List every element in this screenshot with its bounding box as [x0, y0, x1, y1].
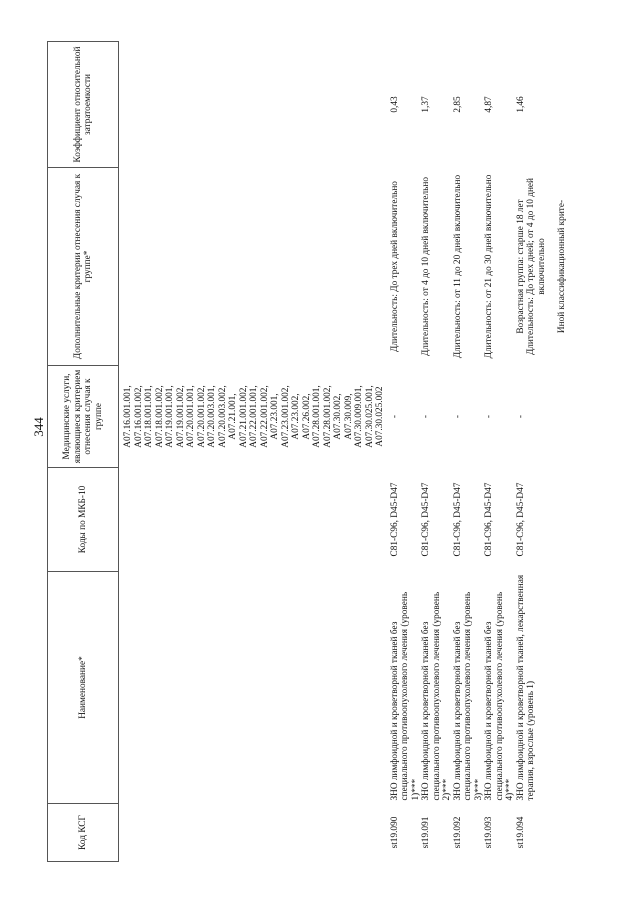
group-name: ЗНО лимфоидной и кроветворной тканей без специального противоопухолевого лечения (уровень 1)***	[389, 591, 421, 801]
table-row	[421, 42, 453, 862]
service-code: A07.30.025.001,	[364, 385, 375, 448]
ksg-code: st19.094	[515, 816, 526, 849]
mkb-codes: C81-C96, D45-D47	[515, 482, 526, 557]
service-code: A07.28.001.002,	[322, 385, 333, 448]
criteria: Длительность: До трех дней включительно	[389, 181, 400, 352]
table-row	[516, 42, 568, 862]
service-code: A07.30.002,	[333, 393, 343, 440]
group-name: ЗНО лимфоидной и кроветворной тканей без специального противоопухолевого лечения (уровень 4)***	[484, 591, 515, 801]
criteria: Длительность: от 4 до 10 дней включительно	[421, 176, 431, 357]
group-name: ЗНО лимфоидной и кроветворной тканей без специального противоопухолевого лечения (уровень 3)***	[452, 591, 484, 801]
group-name: ЗНО лимфоидной и кроветворной тканей, лекарственная терапия, взрослые (уровень 1)	[515, 574, 536, 801]
coefficient: 2,85	[452, 96, 463, 113]
service-code: A07.18.001.002,	[154, 385, 165, 448]
criteria	[516, 168, 568, 366]
service-code: A07.16.001.001,	[123, 385, 133, 448]
services: -	[515, 414, 526, 419]
service-code: A07.30.025.002	[375, 386, 385, 447]
service-code: A07.20.003.002,	[217, 385, 228, 448]
service-code: A07.23.001,	[270, 393, 280, 440]
group-name: ЗНО лимфоидной и кроветворной тканей без специального противоопухолевого лечения (уровень 2)***	[421, 591, 452, 801]
service-code: A07.28.001.001,	[312, 385, 322, 448]
header-criteria: Дополнительные критерии отнесения случая к группе*	[48, 168, 119, 366]
services: -	[389, 414, 400, 419]
criteria-extra-text: Иной классификационный крите-	[557, 199, 567, 334]
ksg-table	[47, 41, 568, 862]
ksg-code: st19.091	[421, 816, 431, 849]
header-services: Медицинские услуги, являющиеся критерием отнесения случая к группе	[48, 366, 119, 468]
service-code: A07.21.001,	[228, 393, 238, 440]
service-code: A07.21.001.002,	[238, 385, 249, 448]
mkb-codes: C81-C96, D45-D47	[389, 482, 400, 557]
criteria: Длительность: от 11 до 20 дней включительно	[452, 174, 463, 359]
criteria: Длительность: от 21 до 30 дней включительно	[484, 174, 494, 359]
table-row	[390, 42, 422, 862]
service-code: A07.20.001.001,	[186, 385, 196, 448]
service-code: A07.22.001.002,	[259, 385, 270, 448]
service-code: A07.23.002,	[291, 393, 301, 440]
coefficient: 1,37	[421, 96, 431, 113]
page-number: 344	[31, 417, 46, 437]
header-name: Наименование*	[48, 572, 119, 804]
coefficient: 4,87	[484, 96, 494, 113]
mkb-codes: C81-C96, D45-D47	[484, 482, 494, 557]
services: -	[484, 414, 494, 419]
service-code: A07.19.001.002,	[175, 385, 186, 448]
header-row	[48, 42, 119, 862]
services: -	[452, 414, 463, 419]
service-code: A07.19.001.001,	[165, 385, 175, 448]
rotated-page	[47, 42, 607, 862]
service-codes-row	[119, 42, 390, 862]
criteria-text: Возрастная группа: старше 18 лет Длительность: До трех дней; от 4 до 10 дней включительно	[515, 177, 547, 356]
service-code: A07.16.001.002,	[133, 385, 144, 448]
service-code: A07.18.001.001,	[144, 385, 154, 448]
mkb-codes: C81-C96, D45-D47	[452, 482, 463, 557]
header-mkb: Коды по МКБ-10	[48, 468, 119, 572]
table-row	[453, 42, 485, 862]
coefficient: 0,43	[389, 96, 400, 113]
service-code: A07.20.003.001,	[207, 385, 217, 448]
service-code: A07.30.009,	[343, 393, 354, 440]
coefficient: 1,46	[515, 96, 526, 113]
mkb-codes: C81-C96, D45-D47	[421, 482, 431, 557]
ksg-code: st19.093	[484, 816, 494, 849]
service-code: A07.20.001.002,	[196, 385, 207, 448]
services: -	[421, 414, 431, 419]
service-code: A07.30.009.001,	[354, 385, 364, 448]
ksg-code: st19.092	[452, 816, 463, 849]
service-code: A07.23.001.002,	[280, 385, 291, 448]
table-row	[484, 42, 516, 862]
service-code: A07.22.001.001,	[249, 385, 259, 448]
header-coef: Коэффициент относительной затратоемкости	[48, 42, 119, 168]
service-codes-cell	[119, 366, 390, 468]
service-code: A07.26.002,	[301, 393, 312, 440]
ksg-code: st19.090	[389, 816, 400, 849]
header-code: Код КСГ	[48, 804, 119, 862]
